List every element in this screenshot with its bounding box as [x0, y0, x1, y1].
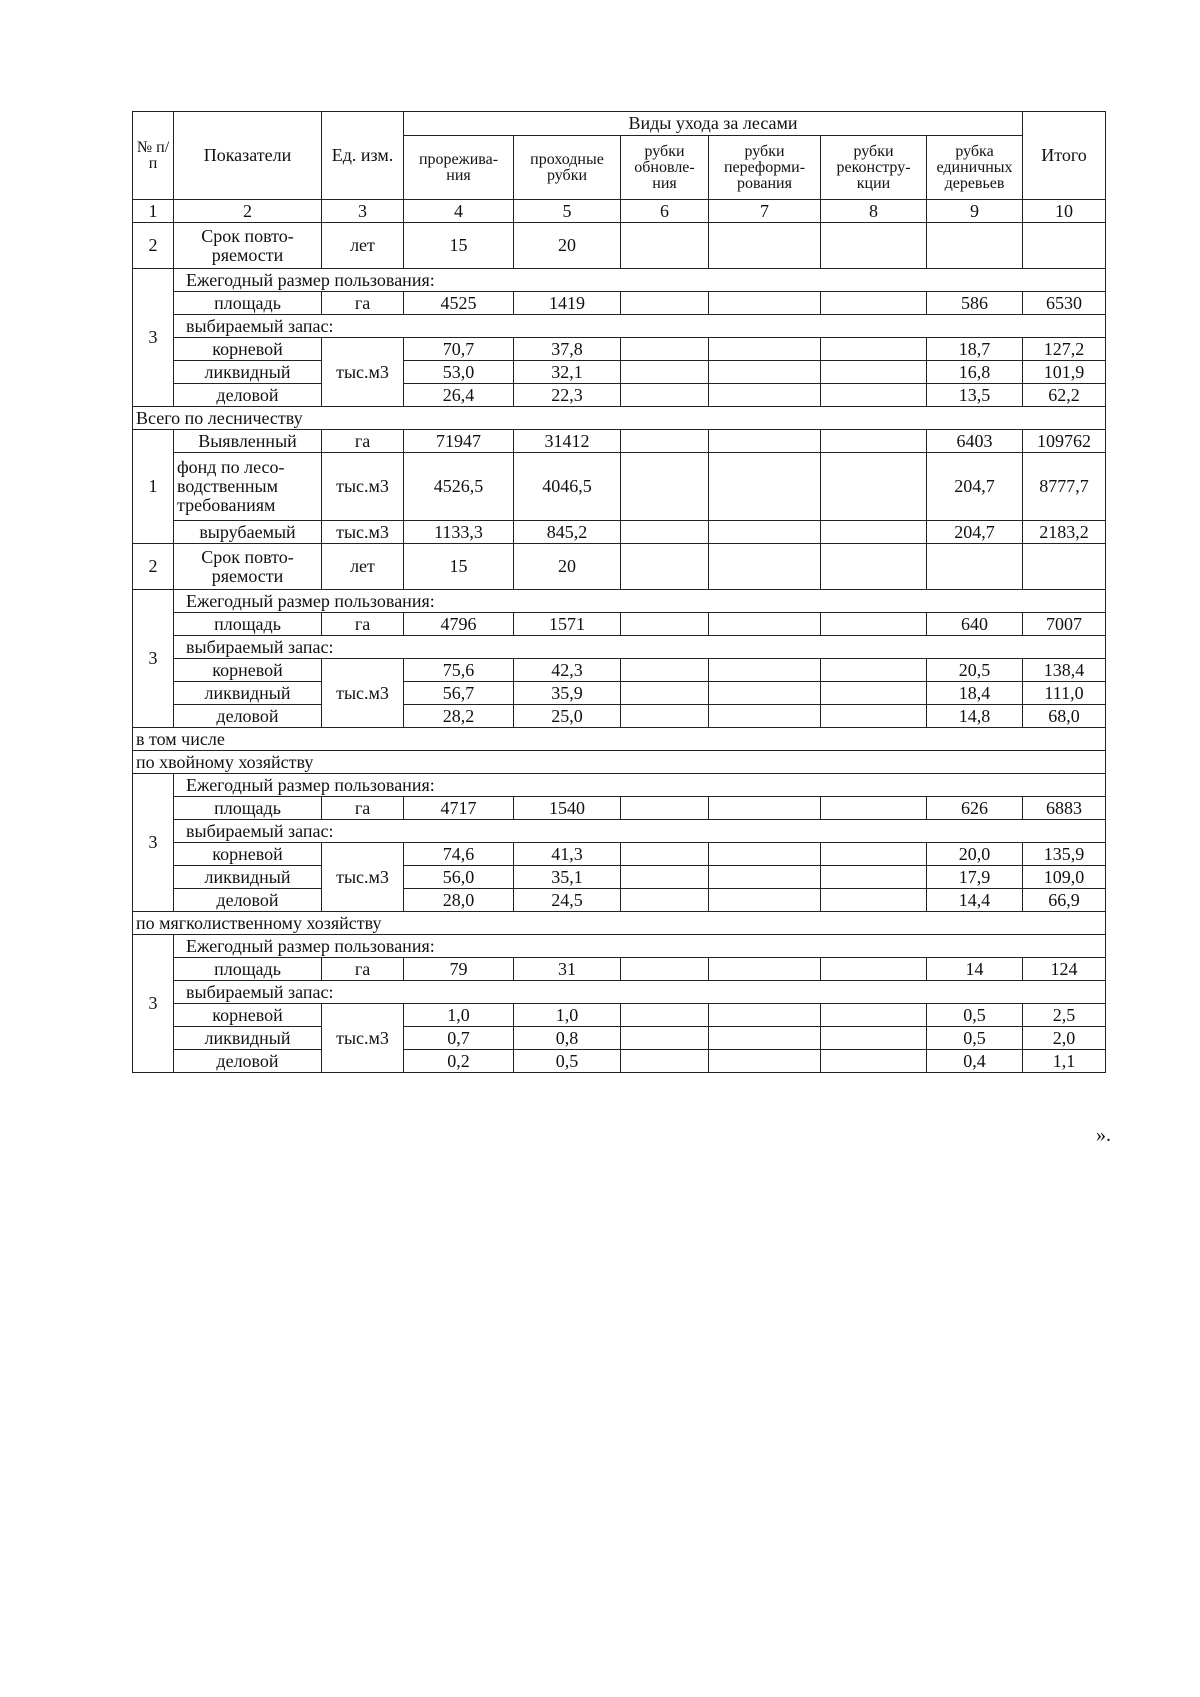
- value-cell: 68,0: [1023, 705, 1106, 728]
- row-label: площадь: [174, 958, 322, 981]
- header-num: № п/ п: [133, 112, 174, 200]
- value-cell: 7007: [1023, 613, 1106, 636]
- unit-cell: лет: [322, 223, 404, 269]
- table-row: [133, 659, 1106, 682]
- value-cell: 1419: [514, 292, 621, 315]
- value-cell: 1,1: [1023, 1050, 1106, 1073]
- value-cell: 66,9: [1023, 889, 1106, 912]
- value-cell: 0,7: [404, 1027, 514, 1050]
- column-number-row: [133, 200, 1106, 223]
- row-label: корневой: [174, 338, 322, 361]
- value-cell: 15: [404, 223, 514, 269]
- row-label: деловой: [174, 1050, 322, 1073]
- header-total: Итого: [1023, 112, 1106, 200]
- value-cell: 1540: [514, 797, 621, 820]
- value-cell: 2183,2: [1023, 521, 1106, 544]
- row-label: корневой: [174, 843, 322, 866]
- row-number: 1: [133, 430, 174, 544]
- row-label: Ежегодный размер пользования:: [174, 590, 1106, 613]
- table-row: [133, 866, 1106, 889]
- value-cell: 586: [927, 292, 1023, 315]
- value-cell: 24,5: [514, 889, 621, 912]
- table-row: [133, 843, 1106, 866]
- section-header-row: [133, 912, 1106, 935]
- header-col6: рубки обновле-ния: [621, 136, 709, 200]
- forest-care-table: [132, 111, 1106, 1073]
- value-cell: 35,9: [514, 682, 621, 705]
- row-label: вырубаемый: [174, 521, 322, 544]
- value-cell: 14,8: [927, 705, 1023, 728]
- row-number: 3: [133, 774, 174, 912]
- table-row: [133, 590, 1106, 613]
- header-indicators: Показатели: [174, 112, 322, 200]
- table-row: [133, 338, 1106, 361]
- value-cell: 0,4: [927, 1050, 1023, 1073]
- row-label: ликвидный: [174, 361, 322, 384]
- table-row: [133, 1050, 1106, 1073]
- table-row: [133, 1027, 1106, 1050]
- value-cell: 109762: [1023, 430, 1106, 453]
- value-cell: 14,4: [927, 889, 1023, 912]
- unit-cell: тыс.м3: [322, 338, 404, 407]
- value-cell: 16,8: [927, 361, 1023, 384]
- value-cell: 74,6: [404, 843, 514, 866]
- value-cell: 2,0: [1023, 1027, 1106, 1050]
- row-number: 3: [133, 935, 174, 1073]
- table-row: [133, 613, 1106, 636]
- value-cell: 37,8: [514, 338, 621, 361]
- value-cell: 2,5: [1023, 1004, 1106, 1027]
- value-cell: 14: [927, 958, 1023, 981]
- value-cell: 0,5: [927, 1027, 1023, 1050]
- value-cell: 6883: [1023, 797, 1106, 820]
- value-cell: 53,0: [404, 361, 514, 384]
- value-cell: 18,7: [927, 338, 1023, 361]
- value-cell: 20,0: [927, 843, 1023, 866]
- row-label: Ежегодный размер пользования:: [174, 935, 1106, 958]
- value-cell: 6403: [927, 430, 1023, 453]
- value-cell: 1133,3: [404, 521, 514, 544]
- value-cell: 111,0: [1023, 682, 1106, 705]
- unit-cell: га: [322, 292, 404, 315]
- row-label: Срок повто-ряемости: [174, 223, 322, 269]
- table-row: [133, 292, 1106, 315]
- value-cell: 20: [514, 544, 621, 590]
- row-label: деловой: [174, 384, 322, 407]
- row-number: 3: [133, 269, 174, 407]
- value-cell: 22,3: [514, 384, 621, 407]
- row-label: площадь: [174, 797, 322, 820]
- section-title: по мягколиственному хозяйству: [133, 912, 1106, 935]
- row-label: ликвидный: [174, 1027, 322, 1050]
- value-cell: 31412: [514, 430, 621, 453]
- section-header-row: [133, 728, 1106, 751]
- table-row: [133, 958, 1106, 981]
- value-cell: 124: [1023, 958, 1106, 981]
- value-cell: 135,9: [1023, 843, 1106, 866]
- section-title: Всего по лесничеству: [133, 407, 1106, 430]
- unit-cell: га: [322, 797, 404, 820]
- value-cell: 0,5: [927, 1004, 1023, 1027]
- row-label: корневой: [174, 659, 322, 682]
- table-row: [133, 521, 1106, 544]
- table-row: [133, 453, 1106, 521]
- value-cell: 71947: [404, 430, 514, 453]
- table-row: [133, 636, 1106, 659]
- table-row: [133, 430, 1106, 453]
- row-label: площадь: [174, 613, 322, 636]
- value-cell: 204,7: [927, 521, 1023, 544]
- table-row: [133, 1004, 1106, 1027]
- section-header-row: [133, 407, 1106, 430]
- row-label: ликвидный: [174, 866, 322, 889]
- table-row: [133, 797, 1106, 820]
- table-row: [133, 820, 1106, 843]
- row-label: корневой: [174, 1004, 322, 1027]
- value-cell: 17,9: [927, 866, 1023, 889]
- section-title: в том числе: [133, 728, 1106, 751]
- value-cell: 4525: [404, 292, 514, 315]
- value-cell: 13,5: [927, 384, 1023, 407]
- unit-cell: тыс.м3: [322, 1004, 404, 1073]
- unit-cell: тыс.м3: [322, 843, 404, 912]
- value-cell: 1,0: [404, 1004, 514, 1027]
- value-cell: 0,8: [514, 1027, 621, 1050]
- row-number: 2: [133, 223, 174, 269]
- header-unit: Ед. изм.: [322, 112, 404, 200]
- table-row: [133, 935, 1106, 958]
- table-row: [133, 889, 1106, 912]
- row-label: деловой: [174, 889, 322, 912]
- value-cell: 1571: [514, 613, 621, 636]
- table-row: [133, 682, 1106, 705]
- table-row: [133, 384, 1106, 407]
- row-label: Ежегодный размер пользования:: [174, 774, 1106, 797]
- unit-cell: га: [322, 613, 404, 636]
- row-label: ликвидный: [174, 682, 322, 705]
- value-cell: 42,3: [514, 659, 621, 682]
- header-care-types: Виды ухода за лесами: [404, 112, 1023, 136]
- value-cell: 640: [927, 613, 1023, 636]
- value-cell: 56,0: [404, 866, 514, 889]
- col-number: 1: [133, 200, 174, 223]
- value-cell: 28,0: [404, 889, 514, 912]
- value-cell: 18,4: [927, 682, 1023, 705]
- row-label: выбираемый запас:: [174, 981, 1106, 1004]
- section-title: по хвойному хозяйству: [133, 751, 1106, 774]
- header-col4: прорежива-ния: [404, 136, 514, 200]
- table-row: [133, 981, 1106, 1004]
- closing-quote-mark: ».: [1096, 1124, 1111, 1146]
- value-cell: 62,2: [1023, 384, 1106, 407]
- table-row: [133, 361, 1106, 384]
- value-cell: 845,2: [514, 521, 621, 544]
- value-cell: 25,0: [514, 705, 621, 728]
- table-row: [133, 705, 1106, 728]
- col-number: 10: [1023, 200, 1106, 223]
- value-cell: 4526,5: [404, 453, 514, 521]
- value-cell: 4796: [404, 613, 514, 636]
- value-cell: 1,0: [514, 1004, 621, 1027]
- value-cell: 101,9: [1023, 361, 1106, 384]
- row-label: Выявленный: [174, 430, 322, 453]
- value-cell: 41,3: [514, 843, 621, 866]
- table-row: [133, 223, 1106, 269]
- value-cell: 127,2: [1023, 338, 1106, 361]
- value-cell: 31: [514, 958, 621, 981]
- section-header-row: [133, 751, 1106, 774]
- value-cell: 4717: [404, 797, 514, 820]
- value-cell: 204,7: [927, 453, 1023, 521]
- col-number: 9: [927, 200, 1023, 223]
- value-cell: 75,6: [404, 659, 514, 682]
- value-cell: 0,5: [514, 1050, 621, 1073]
- row-label: фонд по лесо-водственным требованиям: [174, 453, 322, 521]
- row-label: деловой: [174, 705, 322, 728]
- value-cell: 28,2: [404, 705, 514, 728]
- unit-cell: тыс.м3: [322, 521, 404, 544]
- col-number: 2: [174, 200, 322, 223]
- row-label: выбираемый запас:: [174, 636, 1106, 659]
- col-number: 5: [514, 200, 621, 223]
- value-cell: 70,7: [404, 338, 514, 361]
- col-number: 4: [404, 200, 514, 223]
- row-number: 2: [133, 544, 174, 590]
- col-number: 6: [621, 200, 709, 223]
- row-label: Ежегодный размер пользования:: [174, 269, 1106, 292]
- row-number: 3: [133, 590, 174, 728]
- value-cell: 4046,5: [514, 453, 621, 521]
- value-cell: 138,4: [1023, 659, 1106, 682]
- row-label: выбираемый запас:: [174, 820, 1106, 843]
- value-cell: 6530: [1023, 292, 1106, 315]
- unit-cell: га: [322, 958, 404, 981]
- value-cell: 32,1: [514, 361, 621, 384]
- table-row: [133, 315, 1106, 338]
- value-cell: 56,7: [404, 682, 514, 705]
- unit-cell: га: [322, 430, 404, 453]
- value-cell: 8777,7: [1023, 453, 1106, 521]
- header-col9: рубка единичных деревьев: [927, 136, 1023, 200]
- col-number: 3: [322, 200, 404, 223]
- value-cell: 109,0: [1023, 866, 1106, 889]
- header-col7: рубки переформи-рования: [709, 136, 821, 200]
- unit-cell: лет: [322, 544, 404, 590]
- header-col5: проходные рубки: [514, 136, 621, 200]
- row-label: площадь: [174, 292, 322, 315]
- table-row: [133, 269, 1106, 292]
- unit-cell: тыс.м3: [322, 453, 404, 521]
- value-cell: 35,1: [514, 866, 621, 889]
- value-cell: 20: [514, 223, 621, 269]
- value-cell: 26,4: [404, 384, 514, 407]
- unit-cell: тыс.м3: [322, 659, 404, 728]
- row-label: выбираемый запас:: [174, 315, 1106, 338]
- value-cell: 20,5: [927, 659, 1023, 682]
- value-cell: 0,2: [404, 1050, 514, 1073]
- table-row: [133, 774, 1106, 797]
- table-row: [133, 544, 1106, 590]
- col-number: 7: [709, 200, 821, 223]
- header-col8: рубки реконстру-кции: [821, 136, 927, 200]
- row-label: Срок повто-ряемости: [174, 544, 322, 590]
- value-cell: 626: [927, 797, 1023, 820]
- value-cell: 15: [404, 544, 514, 590]
- value-cell: 79: [404, 958, 514, 981]
- col-number: 8: [821, 200, 927, 223]
